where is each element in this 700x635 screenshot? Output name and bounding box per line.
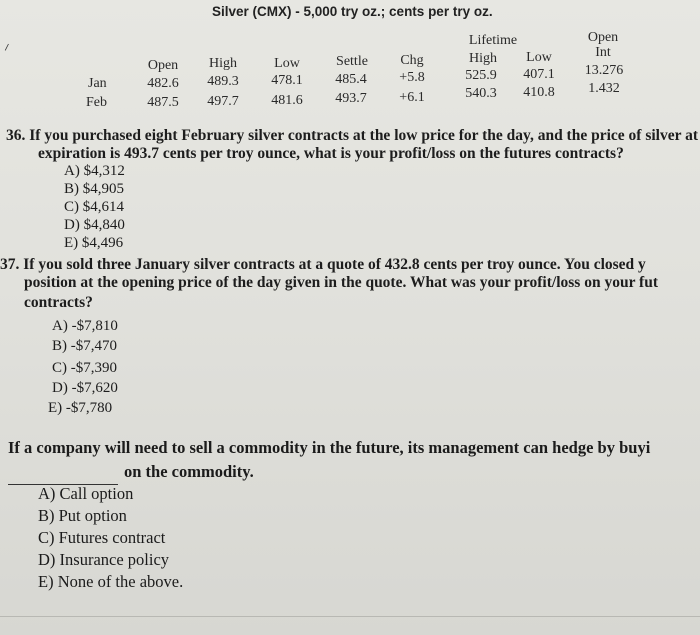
- page-bottom-rule: [0, 616, 700, 617]
- pen-mark: ⸝: [0, 36, 13, 54]
- row-feb-month: Feb: [86, 95, 107, 110]
- row-jan-settle: 485.4: [335, 72, 367, 87]
- q38-option-a: A) Call option: [38, 484, 134, 503]
- col-header-lifetime-low: Low: [526, 50, 552, 65]
- row-jan-chg: +5.8: [399, 70, 425, 85]
- row-jan-lifetime-low: 407.1: [523, 67, 555, 82]
- row-jan-low: 478.1: [271, 73, 303, 88]
- col-header-settle: Settle: [336, 54, 368, 69]
- q38-text-line1: If a company will need to sell a commodity in the future, its management can hedge by buyi: [8, 438, 651, 457]
- row-feb-open-int: 1.432: [588, 81, 620, 96]
- q36-option-c: C) $4,614: [64, 199, 124, 215]
- q36-option-d: D) $4,840: [64, 217, 125, 233]
- q37-option-c: C) -$7,390: [52, 360, 117, 376]
- row-feb-chg: +6.1: [399, 90, 425, 105]
- row-jan-high: 489.3: [207, 74, 239, 89]
- row-jan-month: Jan: [88, 76, 107, 91]
- row-jan-open-int: 13.276: [584, 63, 624, 78]
- q36-option-b: B) $4,905: [64, 181, 124, 197]
- row-jan-open: 482.6: [147, 76, 179, 91]
- row-feb-open: 487.5: [147, 95, 179, 110]
- lifetime-label: Lifetime: [468, 33, 518, 48]
- q36-text-line1: 36. If you purchased eight February silver contracts at the low price for the day, and the price of silver at: [6, 127, 698, 144]
- q37-option-a: A) -$7,810: [52, 318, 118, 334]
- col-header-low: Low: [274, 56, 300, 71]
- q38-option-b: B) Put option: [38, 506, 127, 525]
- row-feb-lifetime-high: 540.3: [465, 86, 497, 101]
- col-header-chg: Chg: [400, 53, 424, 68]
- q36-option-e: E) $4,496: [64, 235, 124, 251]
- open-int-header-top: Open: [587, 30, 619, 45]
- q36-text-line2: expiration is 493.7 cents per troy ounce, what is your profit/loss on the futures contracts?: [38, 145, 624, 162]
- col-header-open: Open: [147, 58, 179, 73]
- q36-option-a: A) $4,312: [64, 163, 125, 179]
- q38-text-line2: on the commodity.: [124, 462, 254, 481]
- q37-option-e: E) -$7,780: [48, 400, 113, 416]
- q38-option-c: C) Futures contract: [38, 528, 166, 547]
- row-feb-lifetime-low: 410.8: [523, 85, 555, 100]
- q37-text-line1: 37. If you sold three January silver contracts at a quote of 432.8 cents per troy ounce. You closed y: [0, 256, 646, 273]
- q37-text-line3: contracts?: [24, 294, 93, 311]
- q38-option-e: E) None of the above.: [38, 572, 184, 591]
- row-feb-high: 497.7: [207, 94, 239, 109]
- q37-option-d: D) -$7,620: [52, 380, 118, 396]
- col-header-high: High: [209, 56, 237, 71]
- q37-option-b: B) -$7,470: [52, 338, 117, 354]
- row-jan-lifetime-high: 525.9: [465, 68, 497, 83]
- open-int-header-bottom: Int: [595, 45, 611, 60]
- row-feb-settle: 493.7: [335, 91, 367, 106]
- col-header-lifetime-high: High: [469, 51, 497, 66]
- row-feb-low: 481.6: [271, 93, 303, 108]
- q38-option-d: D) Insurance policy: [38, 550, 170, 569]
- q37-text-line2: position at the opening price of the day given in the quote. What was your profit/loss on your fut: [24, 274, 658, 291]
- page-header: Silver (CMX) - 5,000 try oz.; cents per try oz.: [212, 4, 493, 19]
